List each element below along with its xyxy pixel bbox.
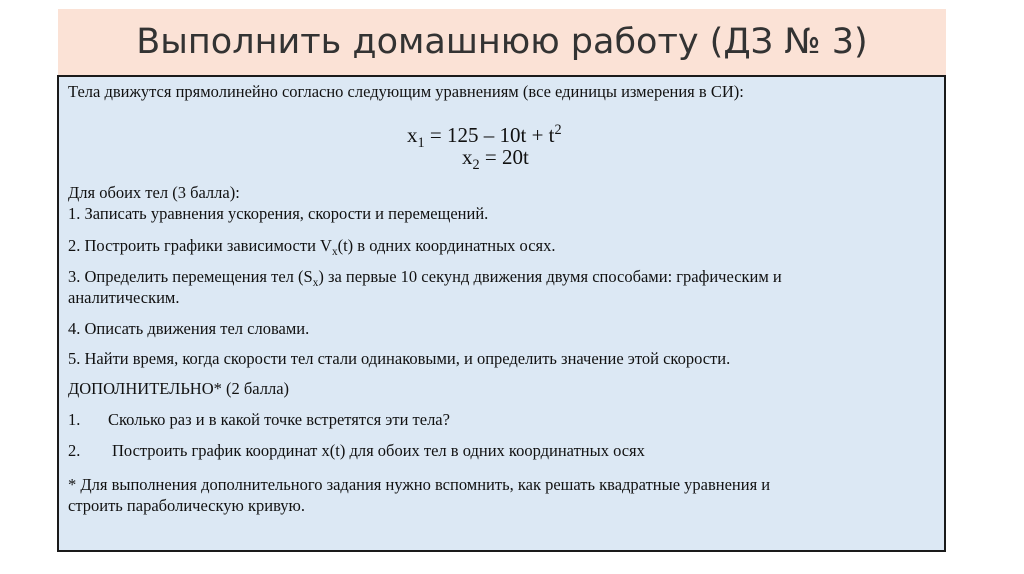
task-1: 1. Записать уравнения ускорения, скорости и перемещений. (68, 204, 489, 223)
task-2: 2. Построить графики зависимости $V_x(t)$ в одних координатных осях. (68, 236, 556, 258)
content-box (57, 75, 946, 552)
equation-2: $x_2 = 20t$ (462, 145, 529, 173)
task-4: 4. Описать движения тел словами. (68, 319, 310, 338)
task-5: 5. Найти время, когда скорости тел стали одинаковыми, и определить значение этой скорости. (68, 349, 731, 368)
extra-item-1: 1. Сколько раз и в какой точке встретятся эти тела? (68, 410, 450, 429)
task-3: 3. Определить перемещения тел $(S_x)$ за первые 10 секунд движения двумя способами: графическим и (68, 267, 782, 289)
tasks-header: Для обоих тел (3 балла): (68, 183, 240, 202)
intro-text: Тела движутся прямолинейно согласно следующим уравнениям (все единицы измерения в СИ): (68, 82, 744, 101)
extra-item-2: 2. Построить график координат x(t) для обоих тел в одних координатных осях (68, 441, 645, 460)
note-line-1: * Для выполнения дополнительного задания нужно вспомнить, как решать квадратные уравнения и (68, 475, 771, 494)
task-3-continuation: аналитическим. (68, 288, 180, 307)
page-title: Выполнить домашнюю работу (ДЗ № 3) (136, 22, 868, 62)
title-band (58, 9, 946, 75)
equation-1: $x_1 = 125 - 10t + t^2$ (407, 122, 562, 151)
extra-header: ДОПОЛНИТЕЛЬНО* (2 балла) (68, 379, 290, 398)
note-line-2: строить параболическую кривую. (68, 496, 306, 515)
